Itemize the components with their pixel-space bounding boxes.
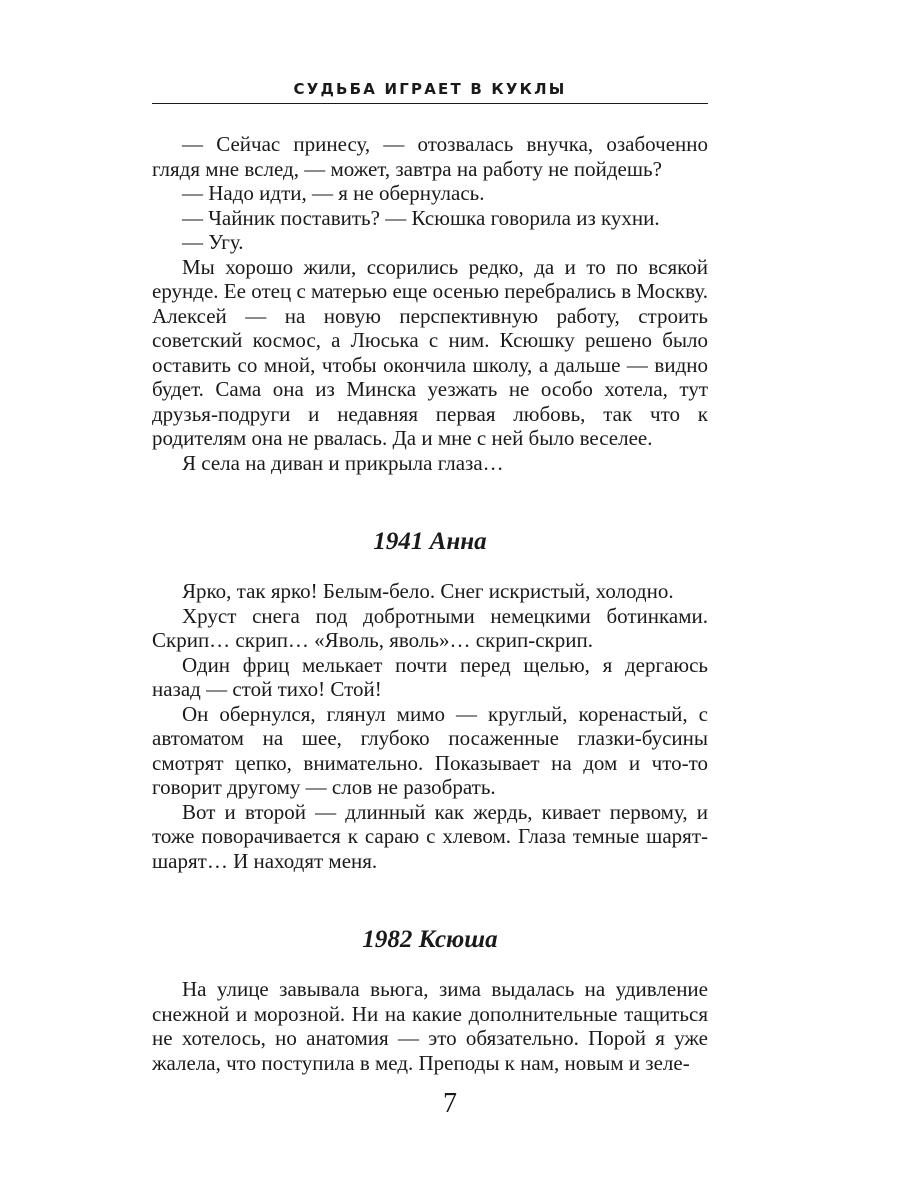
paragraph: Один фриц мелькает почти перед щелью, я дергаюсь назад — стой тихо! Стой! xyxy=(152,652,708,701)
header-rule xyxy=(152,103,708,104)
intro-section xyxy=(152,132,708,475)
paragraph: — Надо идти, — я не обернулась. xyxy=(182,181,485,205)
paragraph: Хруст снега под добротными немецкими ботинками. Скрип… скрип… «Яволь, яволь»… скрип-скрип. xyxy=(152,603,708,652)
page-number: 7 xyxy=(443,1088,457,1119)
paragraph: — Сейчас принесу, — отозвалась внучка, озабоченно глядя мне вслед, — может, завтра на работу не пойдешь? xyxy=(152,132,708,181)
chapter-title-1982: 1982 Ксюша xyxy=(362,926,498,953)
paragraph: — Угу. xyxy=(182,230,244,254)
running-head: СУДЬБА ИГРАЕТ В КУКЛЫ xyxy=(293,80,567,98)
paragraph: — Чайник поставить? — Ксюшка говорила из кухни. xyxy=(182,205,660,230)
paragraph: Вот и второй — длинный как жердь, кивает первому, и тоже поворачивается к сараю с хлевом. Глаза темные шарят-шарят… И находят меня. xyxy=(152,799,708,873)
paragraph: Ярко, так ярко! Белым-бело. Снег искристый, холодно. xyxy=(182,579,674,603)
chapter-1941-section xyxy=(152,579,708,873)
paragraph: Мы хорошо жили, ссорились редко, да и то по всякой ерунде. Ее отец с матерью еще осенью перебрались в Москву. Алексей — на новую перспективную работу, строить советский космос, а Люська с ним. Ксюшку решено было оставить со мной, чтобы окончила школу, а дальше — видно будет. Сама она из Минска уезжать не особо хотела, тут друзья-подруги и недавняя первая любовь, так что к родителям она не рвалась. Да и мне с ней было веселее. xyxy=(152,254,708,450)
chapter-title-1941: 1941 Анна xyxy=(373,528,487,555)
chapter-1982-section xyxy=(152,977,708,1075)
paragraph: Я села на диван и прикрыла глаза… xyxy=(182,450,504,475)
paragraph: На улице завывала вьюга, зима выдалась на удивление снежной и морозной. Ни на какие дополнительные тащиться не хотелось, но анатомия — это обязательно. Порой я уже жалела, что поступила в мед. Преподы к нам, новым и зеле- xyxy=(152,977,708,1075)
paragraph: Он обернулся, глянул мимо — круглый, коренастый, с автоматом на шее, глубоко посаженные глазки-бусины смотрят цепко, внимательно. Показывает на дом и что-то говорит другому — слов не разобрать. xyxy=(152,701,708,799)
book-page xyxy=(152,78,708,1075)
